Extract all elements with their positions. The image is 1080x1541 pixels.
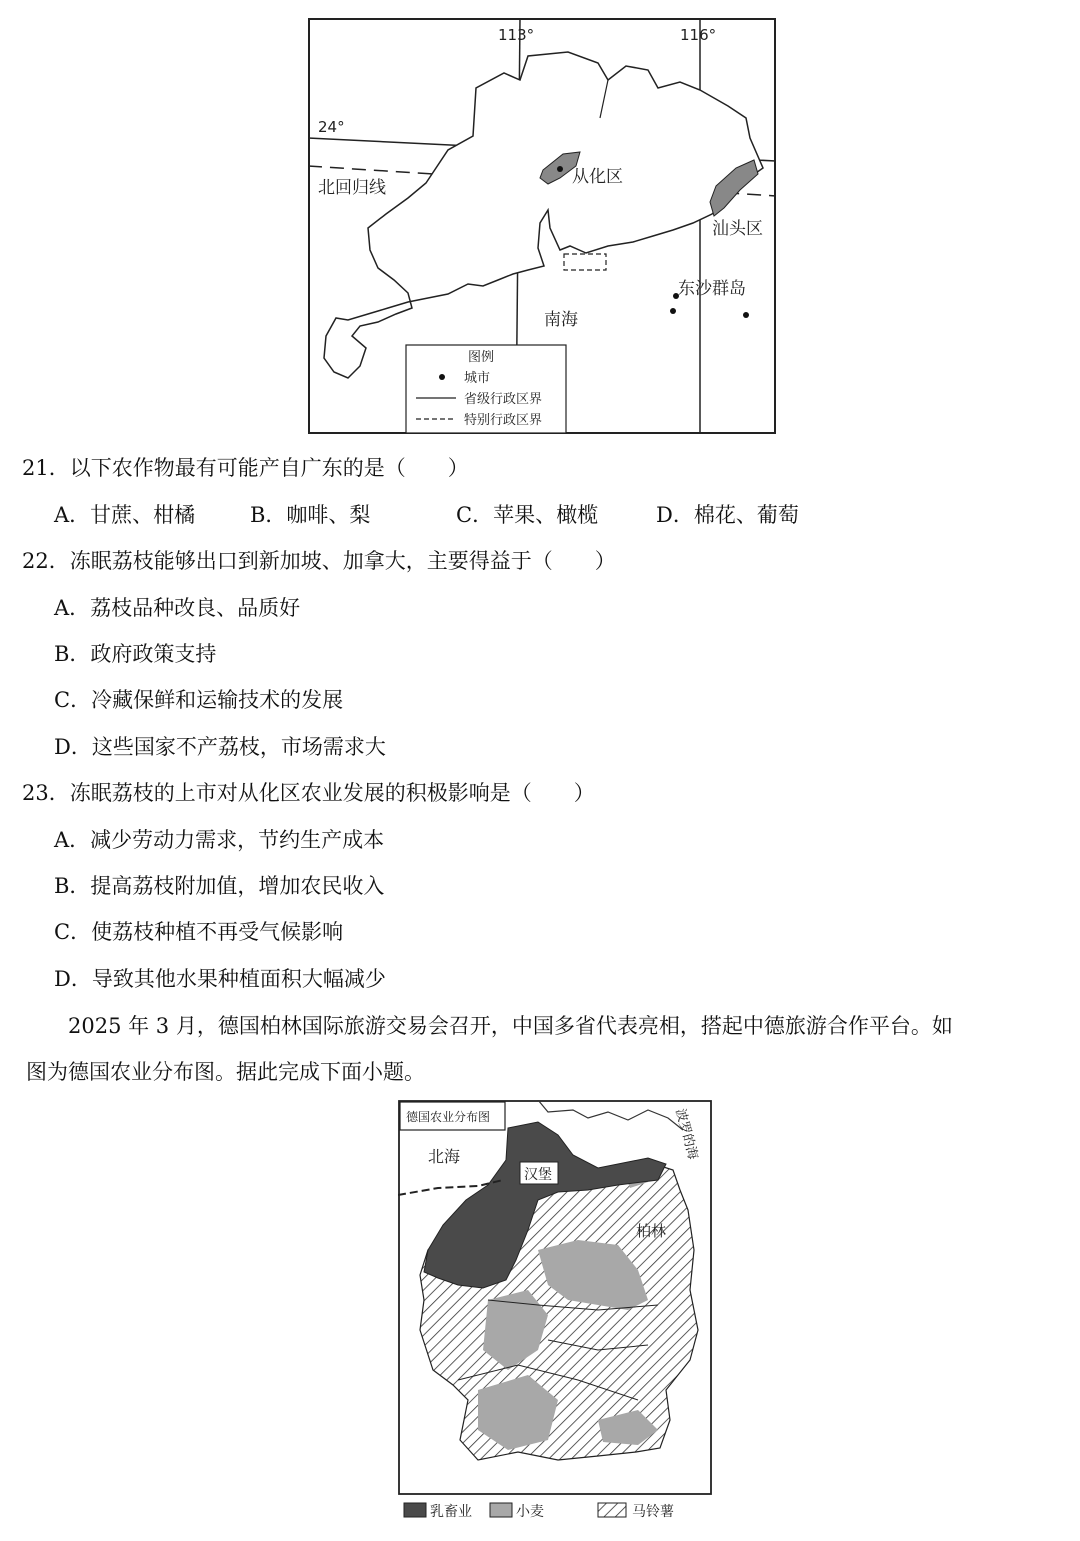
germany-agriculture-map [398, 1100, 714, 1530]
q21-option-d: D．棉花、葡萄 [656, 503, 799, 527]
dongsha-dot-2 [670, 308, 676, 314]
label-berlin: 柏林 [636, 1222, 667, 1240]
intro-line-1: 2025 年 3 月，德国柏林国际旅游交易会召开，中国多省代表亮相，搭起中德旅游合作平台。如 [68, 1014, 953, 1038]
legend-title: 图例 [468, 350, 495, 365]
label-113: 113° [498, 26, 535, 44]
q21-option-c: C．苹果、橄榄 [456, 503, 599, 527]
q22-option-b: B．政府政策支持 [54, 642, 217, 666]
label-shantou: 汕头区 [712, 219, 763, 239]
q23-option-b: B．提高荔枝附加值，增加农民收入 [54, 874, 385, 898]
label-south-sea: 南海 [544, 310, 578, 330]
legend-city: 城市 [464, 371, 491, 386]
label-tropic: 北回归线 [318, 178, 386, 198]
conghua-city-dot [557, 166, 563, 172]
label-116: 116° [680, 26, 717, 44]
label-conghua: 从化区 [572, 167, 623, 187]
q23-option-d: D．导致其他水果种植面积大幅减少 [54, 967, 386, 991]
legend-special: 特别行政区界 [464, 413, 543, 428]
label-hamburg: 汉堡 [524, 1167, 552, 1183]
intro-line-2: 图为德国农业分布图。据此完成下面小题。 [26, 1060, 425, 1084]
q21-option-b: B．咖啡、梨 [250, 503, 371, 527]
map2-legend [404, 1503, 674, 1520]
legend-province: 省级行政区界 [464, 392, 543, 407]
guangdong-map [308, 18, 776, 434]
q22-option-d: D．这些国家不产荔枝，市场需求大 [54, 735, 386, 759]
label-dongsha: 东沙群岛 [678, 279, 746, 299]
label-baltic: 波罗的海 [672, 1107, 701, 1162]
legend-dairy: 乳畜业 [430, 1504, 472, 1520]
label-24: 24° [318, 118, 345, 136]
question-23: 23．冻眠荔枝的上市对从化区农业发展的积极影响是（ ） [22, 781, 595, 805]
question-22: 22．冻眠荔枝能够出口到新加坡、加拿大，主要得益于（ ） [22, 549, 616, 573]
question-21: 21．以下农作物最有可能产自广东的是（ ） [22, 456, 469, 480]
q21-option-a: A．甘蔗、柑橘 [54, 503, 196, 527]
q23-option-c: C．使荔枝种植不再受气候影响 [54, 920, 344, 944]
map2-title: 德国农业分布图 [406, 1110, 491, 1124]
dongsha-dot-3 [743, 312, 749, 318]
legend-potato: 马铃薯 [632, 1504, 674, 1520]
label-north-sea: 北海 [428, 1147, 461, 1166]
q22-option-c: C．冷藏保鲜和运输技术的发展 [54, 688, 344, 712]
legend-wheat: 小麦 [516, 1504, 544, 1520]
q23-option-a: A．减少劳动力需求，节约生产成本 [54, 828, 385, 852]
map1-legend [406, 345, 566, 433]
q22-option-a: A．荔枝品种改良、品质好 [54, 596, 301, 620]
